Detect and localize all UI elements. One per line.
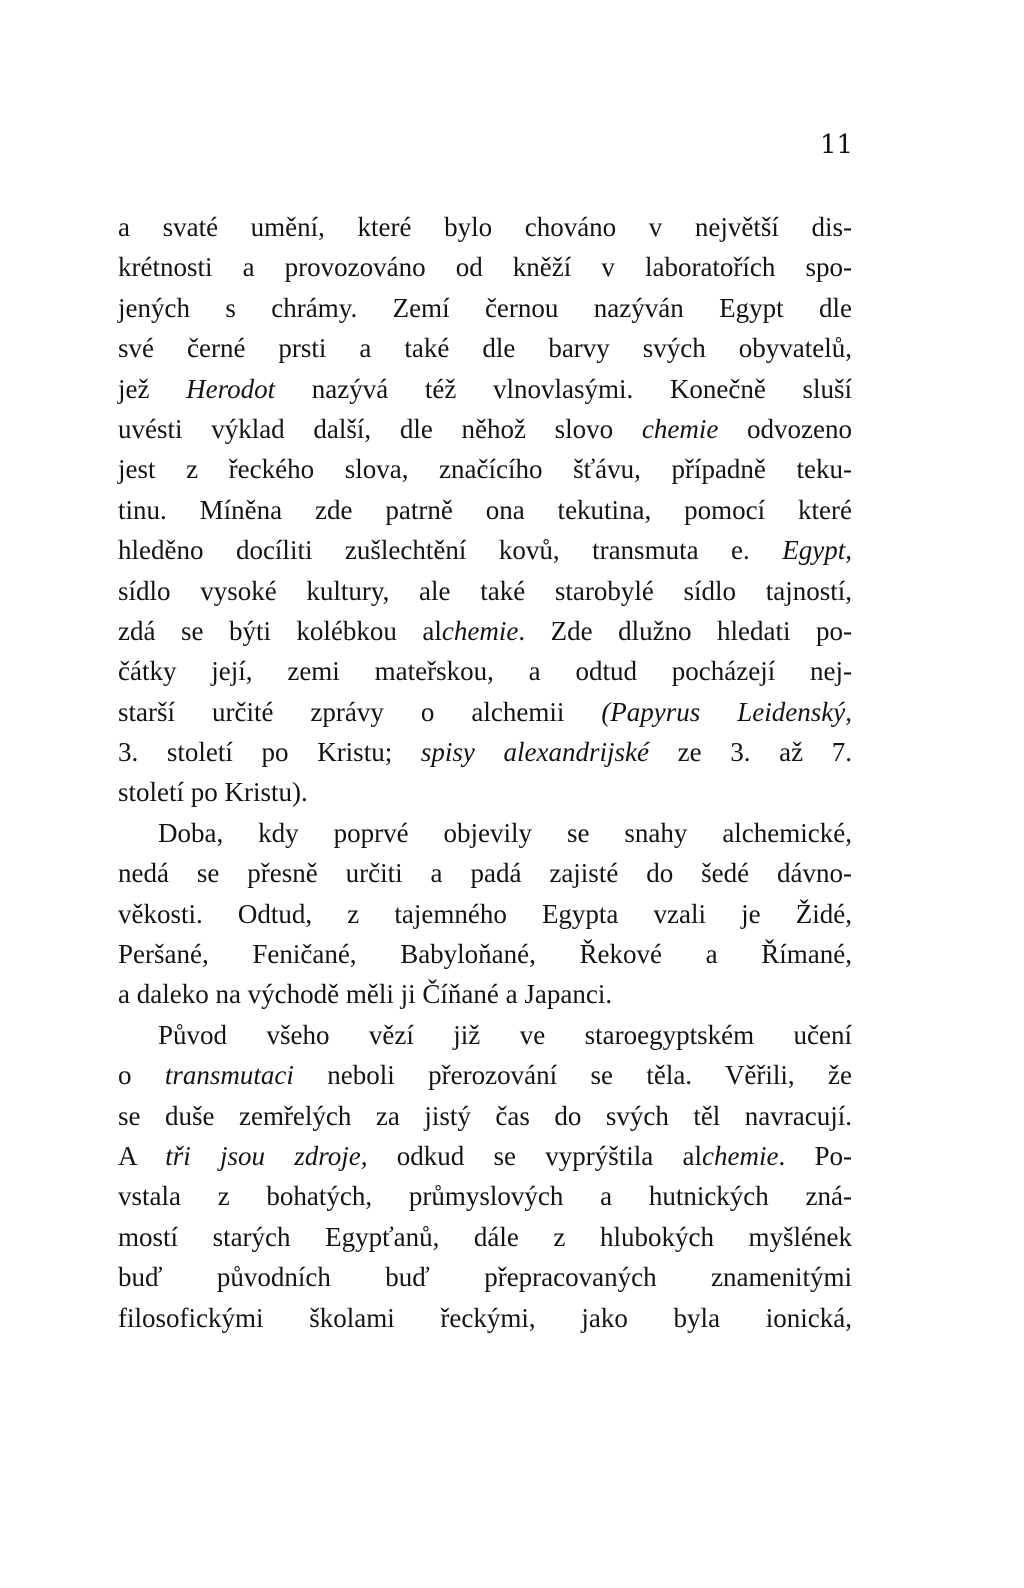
text-line: Peršané, Feničané, Babyloňané, Řekové a Římané, — [118, 939, 852, 970]
text-line: Doba, kdy poprvé objevily se snahy alchemické, — [158, 817, 852, 848]
text-line: a svaté umění, které bylo chováno v největší dis- — [118, 212, 852, 242]
text-line: hleděno docíliti zušlechtění kovů, transmuta e. Egypt, — [118, 535, 852, 566]
text-line: nedá se přesně určiti a padá zajisté do šedé dávno- — [118, 858, 852, 889]
text-line: čátky její, zemi mateřskou, a odtud pocházejí nej- — [118, 656, 852, 687]
text-line: jených s chrámy. Zemí černou nazýván Egypt dle — [118, 292, 852, 323]
text-line: filosofickými školami řeckými, jako byla ionická, — [118, 1302, 852, 1333]
page-number: 11 — [820, 130, 854, 160]
text-line: tinu. Míněna zde patrně ona tekutina, pomocí které — [118, 494, 852, 525]
text-line: krétnosti a provozováno od kněží v laboratořích spo- — [118, 252, 852, 283]
text-line: a daleko na východě měli ji Číňané a Japanci. — [118, 979, 613, 1010]
text-line: jež Herodot nazývá též vlnovlasými. Konečně sluší — [118, 373, 852, 404]
text-line: buď původních buď přepracovaných znamenitými — [118, 1262, 852, 1293]
text-line: o transmutaci neboli přerozování se těla. Věřili, že — [118, 1060, 853, 1091]
text-line: 3. století po Kristu; spisy alexandrijské ze 3. až 7. — [118, 737, 853, 768]
text-line: jest z řeckého slova, značícího šťávu, případně teku- — [118, 454, 852, 485]
text-line: mostí starých Egypťanů, dále z hlubokých myšlének — [118, 1221, 852, 1252]
text-line: zdá se býti kolébkou alchemie. Zde dlužno hledati po- — [118, 615, 852, 646]
text-line: století po Kristu). — [118, 777, 308, 808]
text-line: uvésti výklad další, dle něhož slovo chemie odvozeno — [118, 413, 853, 444]
text-line: věkosti. Odtud, z tajemného Egypta vzali je Židé, — [118, 898, 852, 929]
text-line: vstala z bohatých, průmyslových a hutnických zná- — [118, 1181, 852, 1212]
text-line: sídlo vysoké kultury, ale také starobylé sídlo tajností, — [118, 575, 852, 606]
text-line: Původ všeho vězí již ve staroegyptském učení — [158, 1019, 852, 1050]
text-line: A tři jsou zdroje, odkud se vyprýštila alchemie. Po- — [118, 1140, 852, 1171]
text-line: se duše zemřelých za jistý čas do svých těl navracují. — [118, 1100, 852, 1131]
text-line: své černé prsti a také dle barvy svých obyvatelů, — [118, 333, 852, 364]
body-text — [118, 207, 852, 1338]
text-line: starší určité zprávy o alchemii (Papyrus Leidenský, — [118, 696, 852, 727]
